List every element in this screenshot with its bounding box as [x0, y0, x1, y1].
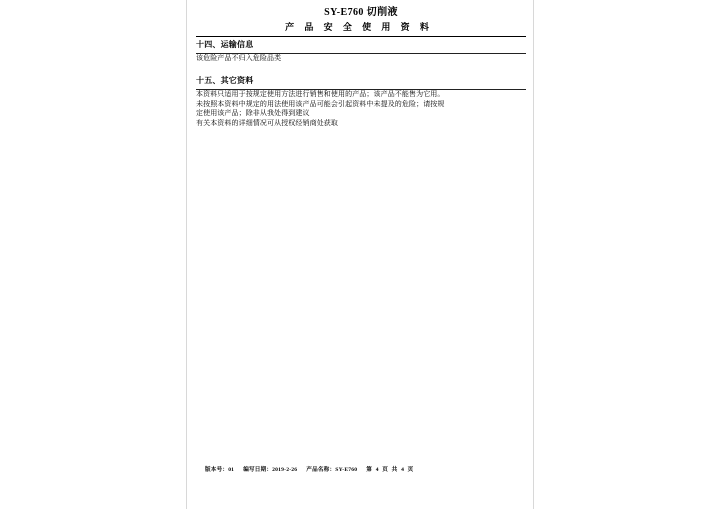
- text-line: 有关本资料的详细情况可从授权经销商处获取: [196, 118, 338, 127]
- section-other: [196, 75, 526, 128]
- footer-product: [306, 465, 357, 473]
- page-title: SY-E760 切削液: [324, 7, 398, 18]
- title-divider: [196, 36, 526, 37]
- footer-version-label: 版本号：: [205, 467, 229, 473]
- page-footer: [205, 465, 517, 473]
- footer-product-value: SY-E760: [335, 467, 358, 473]
- section-transport: [196, 39, 526, 63]
- footer-version: [205, 465, 234, 473]
- footer-date-label: 编写日期：: [243, 467, 273, 473]
- document-page: [186, 0, 534, 509]
- text-line: 未按照本资料中规定的用法使用该产品可能会引起资料中未提及的危险；请按规: [196, 99, 445, 108]
- text-line: 本资料只适用于按规定使用方法进行销售和使用的产品；该产品不能售为它用。: [196, 90, 445, 99]
- section-body-transport: [196, 54, 526, 63]
- text-line: 该危险产品不归入危险品类: [196, 54, 282, 62]
- text-line: 定使用该产品；除非从我处得到建议: [196, 109, 310, 118]
- footer-page-number: 第 4 页 共 4 页: [366, 467, 415, 473]
- footer-product-label: 产品名称：: [306, 467, 336, 473]
- page-subtitle: 产 品 安 全 使 用 资 料: [285, 22, 433, 32]
- section-spacer: [196, 63, 526, 73]
- section-heading-other: 十五、其它资料: [196, 76, 254, 86]
- footer-date-value: 2019-2-26: [272, 467, 298, 473]
- page-content: [196, 0, 526, 509]
- section-heading-transport: 十四、运输信息: [196, 40, 254, 49]
- footer-version-value: 01: [228, 467, 235, 473]
- footer-date: [243, 465, 297, 473]
- section-body-other: [196, 90, 526, 128]
